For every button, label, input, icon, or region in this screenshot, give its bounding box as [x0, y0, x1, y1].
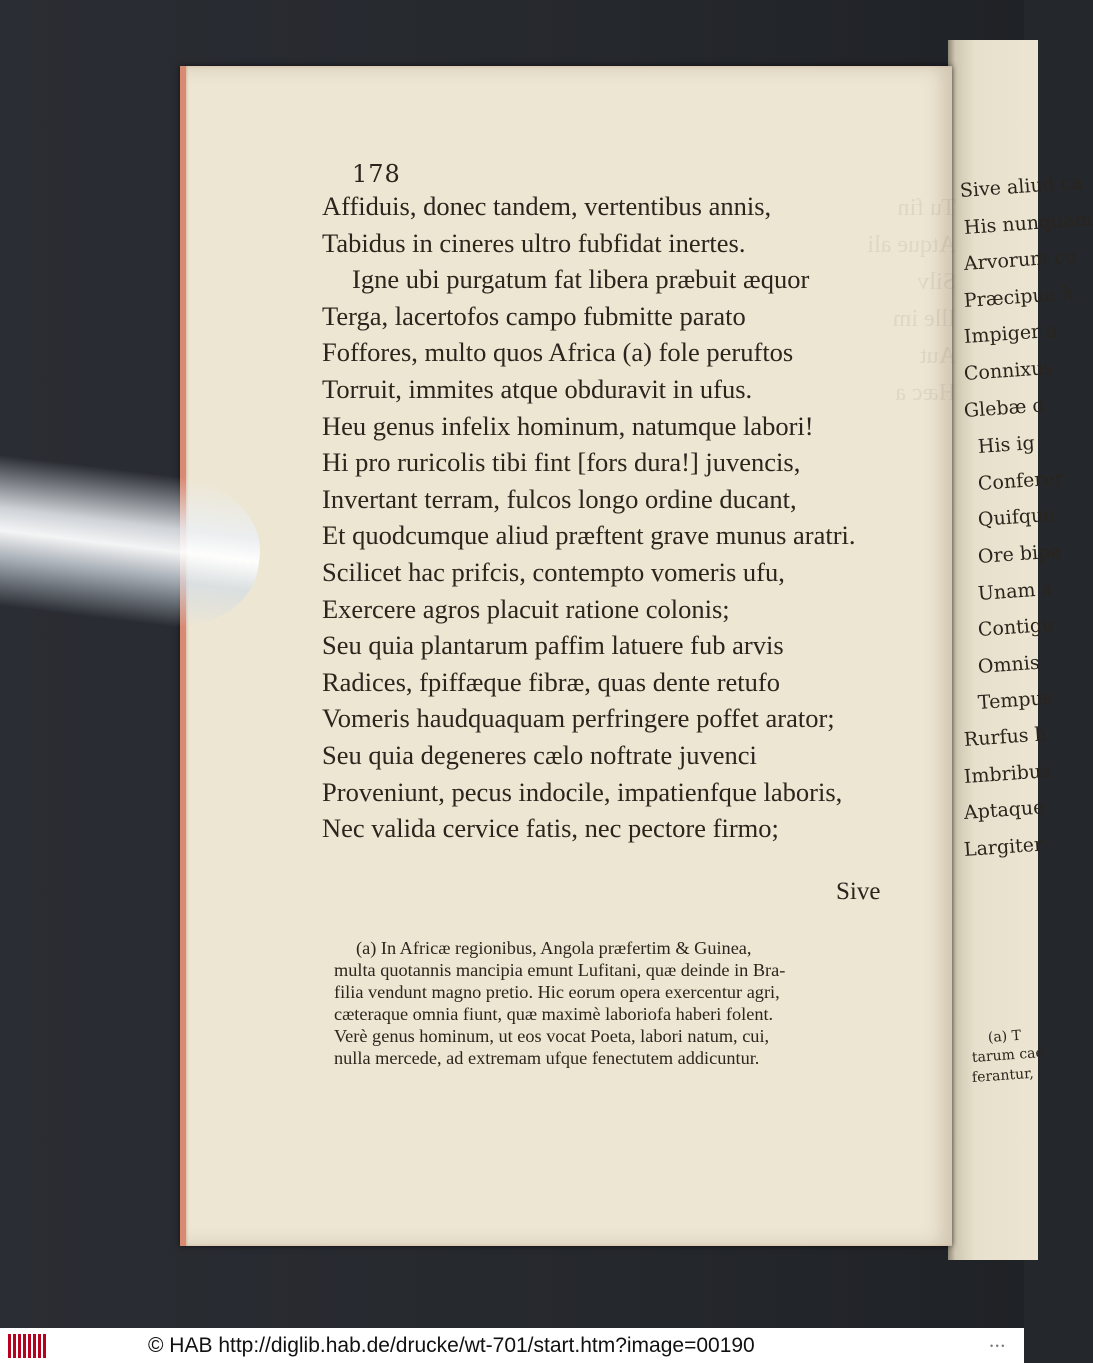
verse-line: Foffores, multo quos Africa (a) fole peruftos	[322, 337, 794, 368]
verse-line: Exercere agros placuit ratione colonis;	[322, 593, 730, 624]
verse-line: Torruit, immites atque obduravit in ufus.	[322, 373, 753, 404]
verse-line: Nec valida cervice fatis, nec pectore firmo;	[322, 813, 779, 844]
facing-page-line: Contigu	[977, 613, 1055, 642]
catchword: Sive	[836, 878, 881, 905]
footnote-line: multa quotannis mancipia emunt Lufitani, quæ deinde in Bra-	[334, 960, 786, 980]
facing-page-line: Omnis	[977, 651, 1041, 678]
facing-page-line: Præcipua h	[963, 282, 1075, 312]
facing-page-line: Connixus	[963, 356, 1054, 385]
verse-line: Affiduis, donec tandem, vertentibus annis,	[322, 191, 772, 221]
footnote	[334, 937, 922, 1069]
verse-line: Seu quia degeneres cælo noftrate juvenci	[322, 739, 757, 770]
verse-line: Vomeris haudquaquam perfringere poffet arator;	[322, 703, 835, 734]
footnote-line: cæteraque omnia fiunt, quæ maximè laboriofa haberi folent.	[334, 1004, 774, 1024]
facing-page	[948, 40, 1093, 1260]
footnote-line: nulla mercede, ad extremam ufque fenectutem addicuntur.	[334, 1048, 760, 1068]
verse-line: Heu genus infelix hominum, natumque labori!	[322, 410, 814, 441]
verse-line: Radices, fpiffæque fibræ, quas dente retufo	[322, 666, 780, 697]
facing-page-line: Quifque	[977, 504, 1056, 532]
facing-page-line: Largiter	[963, 833, 1044, 861]
footer-bar	[0, 1328, 1024, 1363]
verse-line: Hi pro ruricolis tibi fint [fors dura!] juvencis,	[322, 447, 801, 478]
verse-line: Igne ubi purgatum fat libera præbuit æquor	[352, 264, 810, 295]
facing-page-line: Sive aliud ca	[959, 171, 1084, 202]
footnote-line: (a) In Africæ regionibus, Angola præfertim & Guinea,	[356, 938, 752, 958]
footnote-line: Verè genus hominum, ut eos vocat Poeta, labori natum, cui,	[334, 1026, 770, 1046]
facing-footnote-line: (a) T	[987, 1027, 1022, 1046]
facing-page-line: Rurfus h	[963, 723, 1048, 751]
verse-line: Seu quia plantarum paffim latuere fub arvis	[322, 630, 784, 661]
facing-page-line: His ig	[977, 432, 1036, 459]
facing-page-line: Ore bipa	[977, 540, 1063, 568]
verse-line: Terga, lacertofos campo fubmitte parato	[322, 300, 746, 331]
facing-page-line: His nunquam	[963, 207, 1093, 239]
footnote-line: filia vendunt magno pretio. Hic eorum opera exercentur agri,	[334, 982, 780, 1002]
copyright-link[interactable]: © HAB http://diglib.hab.de/drucke/wt-701/start.htm?image=00190	[148, 1334, 755, 1357]
facing-page-line: Unam a	[977, 577, 1054, 605]
facing-page-line: Arvorum cu	[963, 245, 1078, 276]
verse-line: Scilicet hac prifcis, contempto vomeris ufu,	[322, 556, 785, 587]
facing-page-line: Aptaque	[963, 796, 1046, 825]
facing-page-line: Tempus	[977, 687, 1054, 715]
verse-block	[322, 188, 922, 847]
verse-line: Et quodcumque aliud præftent grave munus aratri.	[322, 520, 856, 551]
facing-page-line: Conferer	[977, 466, 1065, 495]
footer-dots: • • •	[990, 1341, 1005, 1351]
page-number: 178	[352, 160, 401, 188]
facing-footnote-line: ferantur,	[971, 1065, 1035, 1086]
verse-line: Invertant terram, fulcos longo ordine ducant,	[322, 483, 797, 514]
facing-page-line: Glebæ o	[963, 394, 1045, 422]
verse-line: Proveniunt, pecus indocile, impatienfque laboris,	[322, 776, 843, 807]
show-through-text: Tu fin Atque ali Silv Ille im Aut Hæc a	[867, 195, 956, 406]
facing-page-line: Imbribus	[963, 759, 1052, 788]
facing-footnote-line: tarum cae	[971, 1045, 1045, 1066]
facing-page-line: Impiger a	[963, 319, 1059, 349]
verse-line: Tabidus in cineres ultro fubfidat inertes.	[322, 227, 746, 258]
hab-logo-icon	[8, 1334, 46, 1358]
